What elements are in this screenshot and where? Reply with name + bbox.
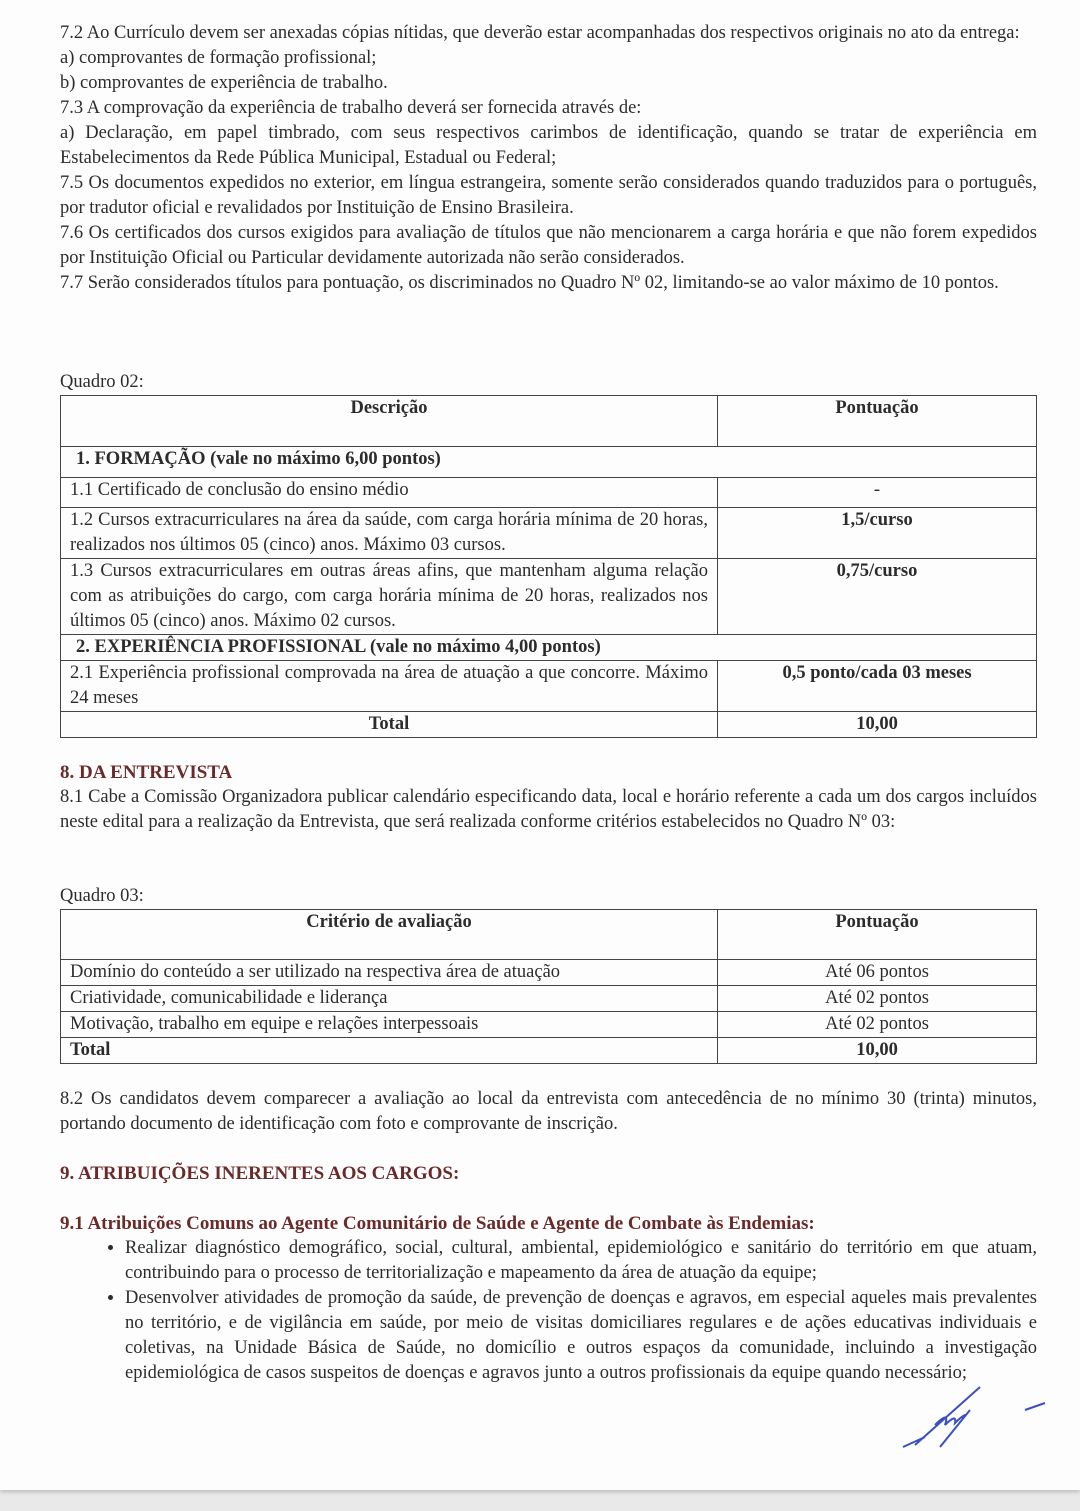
list-item: • Realizar diagnóstico demográfico, social, cultural, ambiental, epidemiológico e sanitário do território em que atuam, contribuindo para o processo de territorialização e mapeamento da área de atuação da equipe; [125,1236,1037,1286]
quadro-02-label: Quadro 02: [60,372,144,392]
section-9 [60,1161,1037,1386]
section-8 [60,760,1037,835]
paragraph-7-6: 7.6 Os certificados dos cursos exigidos para avaliação de títulos que não mencionarem a carga horária e que não forem expedidos por Instituição Oficial ou Particular devidamente autorizada não serão considerados. [60,223,1037,268]
table-row: 2.1 Experiência profissional comprovada na área de atuação a que concorre. Máximo 24 meses 0,5 ponto/cada 03 meses [61,661,1037,712]
header-pontuacao: Pontuação [718,396,1037,447]
list-item: • Desenvolver atividades de promoção da saúde, de prevenção de doenças e agravos, em especial aqueles mais prevalentes no território, e de vigilância em saúde, por meio de visitas domiciliares regulares e de ações educativas individuais e coletivas, na Unidade Básica de Saúde, no domicílio e outros espaços da comunidade, incluindo a investigação epidemiológica de casos suspeitos de doenças e agravos junto a outros profissionais da equipe quando necessário; [125,1286,1037,1386]
section-9-title: 9. ATRIBUIÇÕES INERENTES AOS CARGOS: [60,1163,460,1184]
quadro-03-table [60,909,1037,1064]
quadro-02-block [60,370,1037,738]
table-row: Motivação, trabalho em equipe e relações interpessoais Até 02 pontos [61,1012,1037,1038]
paragraph-7-3: 7.3 A comprovação da experiência de trabalho deverá ser fornecida através de: [60,98,642,118]
quadro-03-label: Quadro 03: [60,886,144,906]
table-row: 1.1 Certificado de conclusão do ensino médio - [61,478,1037,508]
paragraph-7-5: 7.5 Os documentos expedidos no exterior, em língua estrangeira, somente serão considerados quando traduzidos para o português, por tradutor oficial e revalidados por Instituição de Ensino Brasileira. [60,173,1037,218]
table-row: 1.3 Cursos extracurriculares em outras áreas afins, que mantenham alguma relação com as atribuições do cargo, com carga horária mínima de 20 horas, realizados nos últimos 05 (cinco) anos. Máximo 02 cursos. 0,75/curso [61,559,1037,635]
paragraph-8-2: 8.2 Os candidatos devem comparecer a avaliação ao local da entrevista com antecedência de no mínimo 30 (trinta) minutos, portando documento de identificação com foto e comprovante de inscrição. [60,1089,1037,1134]
signature [895,1385,1055,1455]
section-9-1-title: 9.1 Atribuições Comuns ao Agente Comunitário de Saúde e Agente de Combate às Endemias: [60,1213,815,1234]
section-8-title: 8. DA ENTREVISTA [60,762,233,783]
section-experiencia: 2. EXPERIÊNCIA PROFISSIONAL (vale no máximo 4,00 pontos) [61,635,1037,661]
section-7-text [60,21,1037,296]
paragraph-7-2-b: b) comprovantes de experiência de trabalho. [60,73,388,93]
table-row: 1.2 Cursos extracurriculares na área da saúde, com carga horária mínima de 20 horas, realizados nos últimos 05 (cinco) anos. Máximo 03 cursos. 1,5/curso [61,508,1037,559]
table-row: Domínio do conteúdo a ser utilizado na respectiva área de atuação Até 06 pontos [61,960,1037,986]
table-row: Criatividade, comunicabilidade e liderança Até 02 pontos [61,986,1037,1012]
total-row: Total 10,00 [61,712,1037,738]
attributions-list [60,1236,1037,1386]
section-formacao: 1. FORMAÇÃO (vale no máximo 6,00 pontos) [61,447,1037,478]
header-pontuacao: Pontuação [718,910,1037,960]
header-criterio: Critério de avaliação [61,910,718,960]
quadro-03-block [60,884,1037,1064]
quadro-02-table [60,395,1037,738]
header-descricao: Descrição [61,396,718,447]
paragraph-7-2-a: a) comprovantes de formação profissional; [60,48,377,68]
total-row: Total 10,00 [61,1038,1037,1064]
paragraph-7-3-a: a) Declaração, em papel timbrado, com seus respectivos carimbos de identificação, quando se tratar de experiência em Estabelecimentos da Rede Pública Municipal, Estadual ou Federal; [60,123,1037,168]
paragraph-7-7: 7.7 Serão considerados títulos para pontuação, os discriminados no Quadro Nº 02, limitando-se ao valor máximo de 10 pontos. [60,273,999,293]
paragraph-8-1: 8.1 Cabe a Comissão Organizadora publicar calendário especificando data, local e horário referente a cada um dos cargos incluídos neste edital para a realização da Entrevista, que será realizada conforme critérios estabelecidos no Quadro Nº 03: [60,787,1037,832]
paragraph-7-2: 7.2 Ao Currículo devem ser anexadas cópias nítidas, que deverão estar acompanhadas dos respectivos originais no ato da entrega: [60,23,1020,43]
